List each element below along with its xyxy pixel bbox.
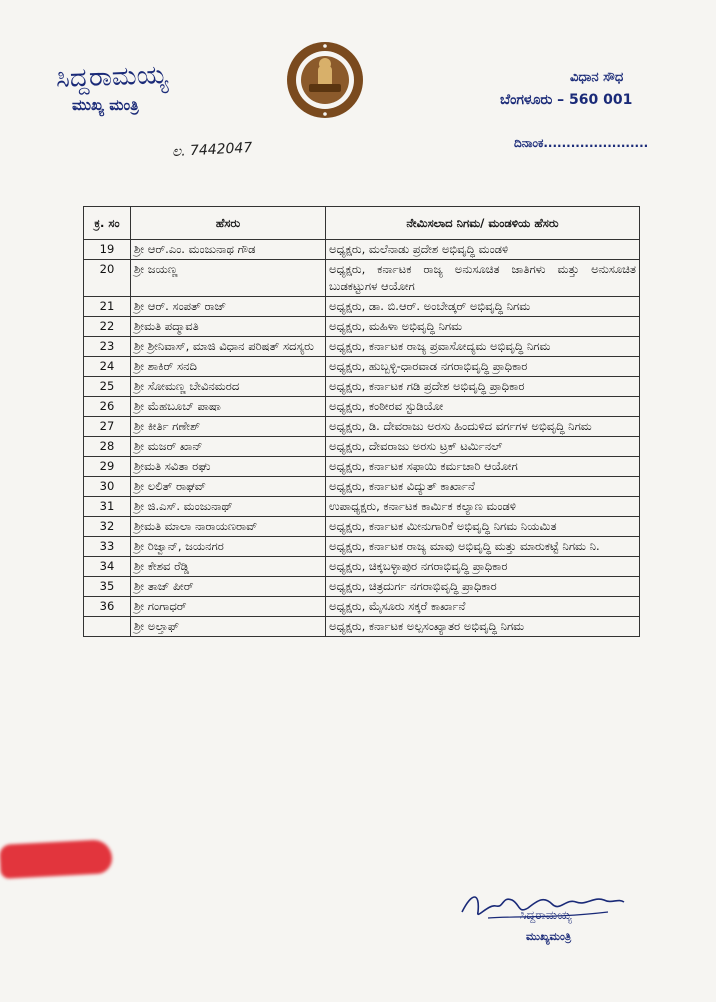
row-name: ಶ್ರೀ ಆರ್. ಸಂಪತ್ ರಾಜ್ xyxy=(131,297,326,317)
row-name: ಶ್ರೀ ಕೇಶವ ರೆಡ್ಡಿ xyxy=(131,557,326,577)
row-post: ಅಧ್ಯಕ್ಷರು, ಕರ್ನಾಟಕ ಅಲ್ಪಸಂಖ್ಯಾತರ ಅಭಿವೃದ್ಧಿ ನಿಗಮ xyxy=(326,617,640,637)
letterhead-designation: ಮುಖ್ಯ ಮಂತ್ರಿ xyxy=(72,96,139,114)
row-name: ಶ್ರೀ ಮೆಹಬೂಬ್ ಪಾಷಾ xyxy=(131,397,326,417)
row-post: ಅಧ್ಯಕ್ಷರು, ದೇವರಾಜು ಅರಸು ಟ್ರಕ್ ಟರ್ಮಿನಲ್ xyxy=(326,437,640,457)
address-line-2: ಬೆಂಗಳೂರು – 560 001 xyxy=(500,92,633,108)
table-row xyxy=(84,297,640,317)
table-row xyxy=(84,397,640,417)
row-name: ಶ್ರೀ ಲಲಿತ್ ರಾಘವ್ xyxy=(131,477,326,497)
row-post: ಅಧ್ಯಕ್ಷರು, ಕರ್ನಾಟಕ ಮೀನುಗಾರಿಕೆ ಅಭಿವೃದ್ಧಿ ನಿಗಮ ನಿಯಮಿತ xyxy=(326,517,640,537)
row-serial-number: 31 xyxy=(84,497,131,517)
address-line-1: ವಿಧಾನ ಸೌಧ xyxy=(570,70,624,85)
row-serial-number: 33 xyxy=(84,537,131,557)
row-post: ಅಧ್ಯಕ್ಷರು, ಕರ್ನಾಟಕ ರಾಜ್ಯ ಮಾವು ಅಭಿವೃದ್ಧಿ ಮತ್ತು ಮಾರುಕಟ್ಟೆ ನಿಗಮ ನಿ. xyxy=(326,537,640,557)
col-header-serial: ಕ್ರ. ಸಂ xyxy=(84,207,131,240)
row-post: ಅಧ್ಯಕ್ಷರು, ಚಿತ್ರದುರ್ಗ ನಗರಾಭಿವೃದ್ಧಿ ಪ್ರಾಧಿಕಾರ xyxy=(326,577,640,597)
table-row xyxy=(84,457,640,477)
table-row xyxy=(84,337,640,357)
signatory-title: ಮುಖ್ಯಮಂತ್ರಿ xyxy=(526,930,572,943)
row-serial-number: 34 xyxy=(84,557,131,577)
row-serial-number: 26 xyxy=(84,397,131,417)
row-serial-number: 32 xyxy=(84,517,131,537)
row-serial-number: 20 xyxy=(84,260,131,297)
row-post: ಅಧ್ಯಕ್ಷರು, ಕರ್ನಾಟಕ ರಾಜ್ಯ ಪ್ರವಾಸೋದ್ಯಮ ಅಭಿವೃದ್ಧಿ ನಿಗಮ xyxy=(326,337,640,357)
row-serial-number: 35 xyxy=(84,577,131,597)
table-row xyxy=(84,437,640,457)
table-row xyxy=(84,577,640,597)
row-post: ಅಧ್ಯಕ್ಷರು, ಮೈಸೂರು ಸಕ್ಕರೆ ಕಾರ್ಖಾನೆ xyxy=(326,597,640,617)
table-row xyxy=(84,357,640,377)
table-row xyxy=(84,260,640,297)
row-serial-number: 30 xyxy=(84,477,131,497)
row-name: ಶ್ರೀ ಶ್ರೀನಿವಾಸ್, ಮಾಜಿ ವಿಧಾನ ಪರಿಷತ್ ಸದಸ್ಯರು xyxy=(131,337,326,357)
table-row xyxy=(84,497,640,517)
table-header-row xyxy=(84,207,640,240)
row-serial-number xyxy=(84,617,131,637)
row-serial-number: 36 xyxy=(84,597,131,617)
row-name: ಶ್ರೀ ಆರ್.ಎಂ. ಮಂಜುನಾಥ ಗೌಡ xyxy=(131,240,326,260)
reference-number: ಲ. 7442047 xyxy=(171,139,253,161)
row-serial-number: 24 xyxy=(84,357,131,377)
row-post: ಉಪಾಧ್ಯಕ್ಷರು, ಕರ್ನಾಟಕ ಕಾರ್ಮಿಕ ಕಲ್ಯಾಣ ಮಂಡಳಿ xyxy=(326,497,640,517)
row-name: ಶ್ರೀ ಜಿ.ಎಸ್. ಮಂಜುನಾಥ್ xyxy=(131,497,326,517)
row-post: ಅಧ್ಯಕ್ಷರು, ಡಿ. ದೇವರಾಜು ಅರಸು ಹಿಂದುಳಿದ ವರ್ಗಗಳ ಅಭಿವೃದ್ಧಿ ನಿಗಮ xyxy=(326,417,640,437)
row-post: ಅಧ್ಯಕ್ಷರು, ಕರ್ನಾಟಕ ರಾಜ್ಯ ಅನುಸೂಚಿತ ಜಾತಿಗಳು ಮತ್ತು ಅನುಸೂಚಿತ ಬುಡಕಟ್ಟುಗಳ ಆಯೋಗ xyxy=(326,260,640,297)
row-name: ಶ್ರೀ ಶಾಕಿರ್ ಸನದಿ xyxy=(131,357,326,377)
table-row xyxy=(84,537,640,557)
col-header-name: ಹೆಸರು xyxy=(131,207,326,240)
government-emblem-icon xyxy=(285,40,365,120)
date-label: ದಿನಾಂಕ....................... xyxy=(514,136,649,150)
row-serial-number: 27 xyxy=(84,417,131,437)
row-name: ಶ್ರೀಮತಿ ಪದ್ಮಾವತಿ xyxy=(131,317,326,337)
col-header-post: ನೇಮಿಸಲಾದ ನಿಗಮ/ ಮಂಡಳಿಯ ಹೆಸರು xyxy=(326,207,640,240)
row-name: ಶ್ರೀ ತಾಜ್ ಪೀರ್ xyxy=(131,577,326,597)
row-serial-number: 28 xyxy=(84,437,131,457)
row-serial-number: 25 xyxy=(84,377,131,397)
table-row xyxy=(84,317,640,337)
row-serial-number: 29 xyxy=(84,457,131,477)
table-row xyxy=(84,477,640,497)
row-serial-number: 19 xyxy=(84,240,131,260)
table-row xyxy=(84,417,640,437)
row-post: ಅಧ್ಯಕ್ಷರು, ಚಿಕ್ಕಬಳ್ಳಾಪುರ ನಗರಾಭಿವೃದ್ಧಿ ಪ್ರಾಧಿಕಾರ xyxy=(326,557,640,577)
appointments-table xyxy=(83,206,640,637)
row-name: ಶ್ರೀ ರಿಜ್ವಾನ್, ಜಯನಗರ xyxy=(131,537,326,557)
redaction-mark xyxy=(0,839,113,879)
row-serial-number: 22 xyxy=(84,317,131,337)
row-post: ಅಧ್ಯಕ್ಷರು, ಕರ್ನಾಟಕ ವಿದ್ಯುತ್ ಕಾರ್ಖಾನೆ xyxy=(326,477,640,497)
row-name: ಶ್ರೀ ಮಜರ್ ಖಾನ್ xyxy=(131,437,326,457)
table-row xyxy=(84,617,640,637)
row-post: ಅಧ್ಯಕ್ಷರು, ಕಂಠೀರವ ಸ್ಟುಡಿಯೋ xyxy=(326,397,640,417)
row-post: ಅಧ್ಯಕ್ಷರು, ಮಹಿಳಾ ಅಭಿವೃದ್ಧಿ ನಿಗಮ xyxy=(326,317,640,337)
row-name: ಶ್ರೀ ಅಲ್ತಾಫ್ xyxy=(131,617,326,637)
table-body xyxy=(84,240,640,637)
row-name: ಶ್ರೀಮತಿ ಸವಿತಾ ರಘು xyxy=(131,457,326,477)
row-serial-number: 23 xyxy=(84,337,131,357)
row-name: ಶ್ರೀಮತಿ ಮಾಲಾ ನಾರಾಯಣರಾವ್ xyxy=(131,517,326,537)
table-row xyxy=(84,517,640,537)
row-post: ಅಧ್ಯಕ್ಷರು, ಕರ್ನಾಟಕ ಗಡಿ ಪ್ರದೇಶ ಅಭಿವೃದ್ಧಿ ಪ್ರಾಧಿಕಾರ xyxy=(326,377,640,397)
row-post: ಅಧ್ಯಕ್ಷರು, ಕರ್ನಾಟಕ ಸಫಾಯಿ ಕರ್ಮಚಾರಿ ಆಯೋಗ xyxy=(326,457,640,477)
row-name: ಶ್ರೀ ಕೀರ್ತಿ ಗಣೇಶ್ xyxy=(131,417,326,437)
table-row xyxy=(84,557,640,577)
table-row xyxy=(84,240,640,260)
table-row xyxy=(84,377,640,397)
letterhead-name: ಸಿದ್ದರಾಮಯ್ಯ xyxy=(55,60,169,94)
row-name: ಶ್ರೀ ಗಂಗಾಧರ್ xyxy=(131,597,326,617)
row-serial-number: 21 xyxy=(84,297,131,317)
signatory-name: ಸಿದ್ದರಾಮಯ್ಯ xyxy=(520,908,572,922)
row-name: ಶ್ರೀ ಜಯಣ್ಣ xyxy=(131,260,326,297)
row-post: ಅಧ್ಯಕ್ಷರು, ಡಾ. ಬಿ.ಆರ್. ಅಂಬೇಡ್ಕರ್ ಅಭಿವೃದ್ಧಿ ನಿಗಮ xyxy=(326,297,640,317)
row-post: ಅಧ್ಯಕ್ಷರು, ಹುಬ್ಬಳ್ಳಿ-ಧಾರವಾಡ ನಗರಾಭಿವೃದ್ಧಿ ಪ್ರಾಧಿಕಾರ xyxy=(326,357,640,377)
handwritten-signature xyxy=(458,882,628,932)
row-name: ಶ್ರೀ ಸೋಮಣ್ಣ ಬೇವಿನಮರದ xyxy=(131,377,326,397)
table-row xyxy=(84,597,640,617)
row-post: ಅಧ್ಯಕ್ಷರು, ಮಲೆನಾಡು ಪ್ರದೇಶ ಅಭಿವೃದ್ಧಿ ಮಂಡಳಿ xyxy=(326,240,640,260)
